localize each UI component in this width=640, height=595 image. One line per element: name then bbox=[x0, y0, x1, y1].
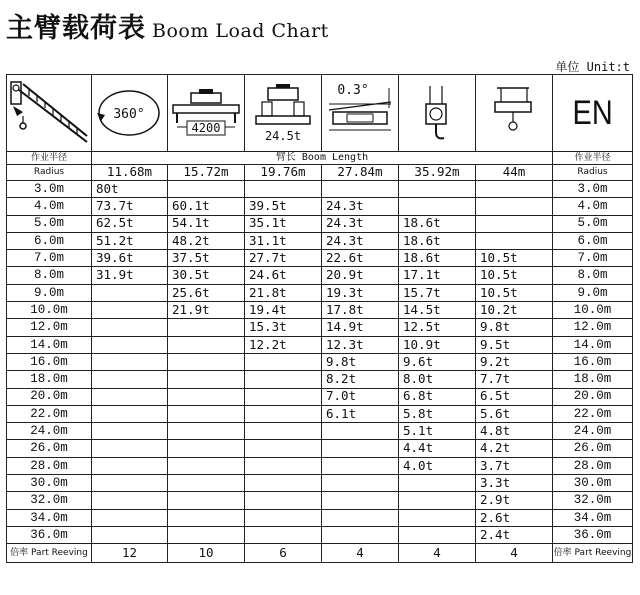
load-cell bbox=[92, 388, 168, 405]
load-cell: 8.0t bbox=[399, 371, 476, 388]
radius-cell-left: 34.0m bbox=[7, 509, 92, 526]
load-cell: 4.0t bbox=[399, 457, 476, 474]
load-cell bbox=[245, 457, 322, 474]
load-cell: 10.2t bbox=[476, 302, 553, 319]
load-cell bbox=[322, 440, 399, 457]
radius-cell-right: 7.0m bbox=[553, 250, 633, 267]
radius-header-en-left: Radius bbox=[7, 165, 92, 181]
outrigger-icon bbox=[168, 75, 245, 152]
boom-length-cell: 35.92m bbox=[399, 165, 476, 181]
load-cell: 2.6t bbox=[476, 509, 553, 526]
load-cell: 15.7t bbox=[399, 284, 476, 301]
counterweight-icon bbox=[245, 75, 322, 152]
load-cell: 60.1t bbox=[168, 198, 245, 215]
load-cell: 9.5t bbox=[476, 336, 553, 353]
load-cell: 14.9t bbox=[322, 319, 399, 336]
radius-cell-left: 5.0m bbox=[7, 215, 92, 232]
load-cell bbox=[476, 232, 553, 249]
load-cell bbox=[476, 215, 553, 232]
load-cell bbox=[476, 181, 553, 198]
table-row bbox=[7, 181, 633, 198]
table-row bbox=[7, 509, 633, 526]
radius-cell-left: 36.0m bbox=[7, 526, 92, 543]
load-cell bbox=[92, 475, 168, 492]
load-cell bbox=[245, 423, 322, 440]
load-cell bbox=[399, 526, 476, 543]
reeving-value: 4 bbox=[322, 544, 399, 563]
load-cell bbox=[92, 302, 168, 319]
radius-cell-left: 4.0m bbox=[7, 198, 92, 215]
load-cell bbox=[245, 509, 322, 526]
radius-cell-right: 10.0m bbox=[553, 302, 633, 319]
load-cell: 73.7t bbox=[92, 198, 168, 215]
load-cell: 3.3t bbox=[476, 475, 553, 492]
load-cell: 6.5t bbox=[476, 388, 553, 405]
table-row bbox=[7, 526, 633, 543]
load-cell: 10.5t bbox=[476, 267, 553, 284]
radius-cell-right: 5.0m bbox=[553, 215, 633, 232]
load-cell bbox=[245, 181, 322, 198]
table-row bbox=[7, 457, 633, 474]
load-cell bbox=[92, 284, 168, 301]
load-cell: 80t bbox=[92, 181, 168, 198]
load-cell bbox=[92, 492, 168, 509]
load-cell bbox=[322, 181, 399, 198]
load-cell bbox=[322, 475, 399, 492]
load-cell bbox=[92, 319, 168, 336]
load-cell: 9.8t bbox=[476, 319, 553, 336]
load-cell: 5.1t bbox=[399, 423, 476, 440]
load-cell: 7.7t bbox=[476, 371, 553, 388]
load-cell: 21.9t bbox=[168, 302, 245, 319]
load-cell: 39.5t bbox=[245, 198, 322, 215]
radius-cell-left: 10.0m bbox=[7, 302, 92, 319]
table-row bbox=[7, 284, 633, 301]
load-cell bbox=[245, 440, 322, 457]
load-cell: 62.5t bbox=[92, 215, 168, 232]
load-cell bbox=[92, 405, 168, 422]
load-cell: 19.4t bbox=[245, 302, 322, 319]
load-chart-table bbox=[6, 74, 633, 563]
radius-cell-right: 12.0m bbox=[553, 319, 633, 336]
reeving-value: 6 bbox=[245, 544, 322, 563]
load-cell bbox=[92, 457, 168, 474]
chart-title bbox=[6, 6, 329, 46]
title-english: Boom Load Chart bbox=[152, 20, 329, 42]
load-cell: 12.3t bbox=[322, 336, 399, 353]
icon-row bbox=[7, 75, 633, 152]
radius-cell-left: 3.0m bbox=[7, 181, 92, 198]
boom-length-cell: 11.68m bbox=[92, 165, 168, 181]
radius-cell-left: 9.0m bbox=[7, 284, 92, 301]
radius-cell-right: 34.0m bbox=[553, 509, 633, 526]
load-cell bbox=[399, 492, 476, 509]
load-cell: 20.9t bbox=[322, 267, 399, 284]
table-row bbox=[7, 336, 633, 353]
load-cell: 22.6t bbox=[322, 250, 399, 267]
title-chinese: 主臂载荷表 bbox=[6, 13, 146, 44]
tilt-angle-label: 0.3° bbox=[337, 83, 369, 98]
load-cell bbox=[245, 405, 322, 422]
radius-cell-left: 28.0m bbox=[7, 457, 92, 474]
radius-header-cn-right: 作业半径 bbox=[553, 152, 633, 165]
load-cell: 39.6t bbox=[92, 250, 168, 267]
radius-cell-right: 8.0m bbox=[553, 267, 633, 284]
radius-cell-right: 26.0m bbox=[553, 440, 633, 457]
load-cell bbox=[245, 353, 322, 370]
load-cell bbox=[322, 492, 399, 509]
table-row bbox=[7, 302, 633, 319]
load-cell bbox=[168, 371, 245, 388]
load-cell: 24.6t bbox=[245, 267, 322, 284]
boom-length-header: 臂长 Boom Length bbox=[92, 152, 553, 165]
load-cell: 5.6t bbox=[476, 405, 553, 422]
load-cell bbox=[399, 181, 476, 198]
tilt-icon bbox=[322, 75, 399, 152]
load-cell: 6.8t bbox=[399, 388, 476, 405]
load-cell: 15.3t bbox=[245, 319, 322, 336]
load-cell bbox=[245, 371, 322, 388]
table-row bbox=[7, 267, 633, 284]
load-cell: 4.4t bbox=[399, 440, 476, 457]
load-cell bbox=[399, 509, 476, 526]
load-cell bbox=[322, 457, 399, 474]
load-cell: 54.1t bbox=[168, 215, 245, 232]
rotation-label: 360° bbox=[112, 107, 145, 122]
load-cell: 12.2t bbox=[245, 336, 322, 353]
load-cell: 2.4t bbox=[476, 526, 553, 543]
load-cell: 10.5t bbox=[476, 250, 553, 267]
load-cell bbox=[92, 423, 168, 440]
load-cell: 31.9t bbox=[92, 267, 168, 284]
load-cell bbox=[245, 475, 322, 492]
load-cell bbox=[476, 198, 553, 215]
reeving-value: 4 bbox=[399, 544, 476, 563]
boom-length-cell: 44m bbox=[476, 165, 553, 181]
load-cell bbox=[245, 388, 322, 405]
radius-cell-right: 16.0m bbox=[553, 353, 633, 370]
reeving-row bbox=[7, 544, 633, 563]
load-cell bbox=[168, 457, 245, 474]
load-cell bbox=[168, 405, 245, 422]
load-cell bbox=[168, 423, 245, 440]
load-cell bbox=[322, 526, 399, 543]
load-cell: 25.6t bbox=[168, 284, 245, 301]
load-cell: 21.8t bbox=[245, 284, 322, 301]
radius-cell-right: 22.0m bbox=[553, 405, 633, 422]
jib-icon bbox=[476, 75, 553, 152]
load-cell bbox=[168, 440, 245, 457]
radius-cell-left: 22.0m bbox=[7, 405, 92, 422]
radius-cell-left: 18.0m bbox=[7, 371, 92, 388]
load-cell bbox=[168, 475, 245, 492]
load-cell bbox=[168, 336, 245, 353]
reeving-value: 10 bbox=[168, 544, 245, 563]
header-row-cn bbox=[7, 152, 633, 165]
load-cell: 18.6t bbox=[399, 250, 476, 267]
load-cell bbox=[245, 526, 322, 543]
boom-length-cell: 15.72m bbox=[168, 165, 245, 181]
radius-cell-left: 32.0m bbox=[7, 492, 92, 509]
radius-cell-right: 3.0m bbox=[553, 181, 633, 198]
load-cell: 24.3t bbox=[322, 198, 399, 215]
counterweight-label: 24.5t bbox=[264, 129, 302, 143]
radius-cell-right: 18.0m bbox=[553, 371, 633, 388]
table-row bbox=[7, 198, 633, 215]
boom-length-cell: 27.84m bbox=[322, 165, 399, 181]
rotation-icon bbox=[92, 75, 168, 152]
load-cell: 17.1t bbox=[399, 267, 476, 284]
load-cell bbox=[92, 353, 168, 370]
load-cell bbox=[399, 475, 476, 492]
radius-cell-right: 28.0m bbox=[553, 457, 633, 474]
load-cell: 8.2t bbox=[322, 371, 399, 388]
load-cell: 7.0t bbox=[322, 388, 399, 405]
table-row bbox=[7, 405, 633, 422]
en-badge-label: EN bbox=[572, 94, 613, 132]
radius-cell-left: 8.0m bbox=[7, 267, 92, 284]
radius-cell-right: 24.0m bbox=[553, 423, 633, 440]
load-cell: 30.5t bbox=[168, 267, 245, 284]
load-cell bbox=[245, 492, 322, 509]
radius-cell-right: 20.0m bbox=[553, 388, 633, 405]
radius-cell-left: 14.0m bbox=[7, 336, 92, 353]
load-cell: 19.3t bbox=[322, 284, 399, 301]
radius-cell-left: 26.0m bbox=[7, 440, 92, 457]
radius-cell-left: 30.0m bbox=[7, 475, 92, 492]
load-cell: 14.5t bbox=[399, 302, 476, 319]
load-cell bbox=[168, 319, 245, 336]
load-cell: 4.8t bbox=[476, 423, 553, 440]
load-cell bbox=[92, 336, 168, 353]
load-cell: 3.7t bbox=[476, 457, 553, 474]
load-cell bbox=[168, 526, 245, 543]
load-cell bbox=[322, 509, 399, 526]
radius-cell-right: 32.0m bbox=[553, 492, 633, 509]
load-cell: 9.2t bbox=[476, 353, 553, 370]
load-cell: 10.5t bbox=[476, 284, 553, 301]
boom-length-row bbox=[7, 165, 633, 181]
load-cell: 18.6t bbox=[399, 215, 476, 232]
table-row bbox=[7, 475, 633, 492]
load-cell: 5.8t bbox=[399, 405, 476, 422]
radius-cell-left: 16.0m bbox=[7, 353, 92, 370]
load-cell bbox=[92, 526, 168, 543]
load-cell: 9.8t bbox=[322, 353, 399, 370]
radius-cell-left: 20.0m bbox=[7, 388, 92, 405]
reeving-value: 4 bbox=[476, 544, 553, 563]
radius-cell-right: 30.0m bbox=[553, 475, 633, 492]
load-cell: 37.5t bbox=[168, 250, 245, 267]
radius-cell-right: 6.0m bbox=[553, 232, 633, 249]
table-row bbox=[7, 250, 633, 267]
table-row bbox=[7, 371, 633, 388]
en-badge bbox=[553, 75, 633, 152]
radius-cell-left: 6.0m bbox=[7, 232, 92, 249]
load-cell: 10.9t bbox=[399, 336, 476, 353]
table-row bbox=[7, 492, 633, 509]
outrigger-span-label: 4200 bbox=[191, 121, 221, 135]
load-cell: 24.3t bbox=[322, 232, 399, 249]
radius-cell-right: 9.0m bbox=[553, 284, 633, 301]
table-row bbox=[7, 353, 633, 370]
table-row bbox=[7, 215, 633, 232]
load-cell bbox=[168, 353, 245, 370]
load-cell: 35.1t bbox=[245, 215, 322, 232]
table-row bbox=[7, 423, 633, 440]
load-cell: 18.6t bbox=[399, 232, 476, 249]
boom-length-cell: 19.76m bbox=[245, 165, 322, 181]
load-cell: 9.6t bbox=[399, 353, 476, 370]
reeving-value: 12 bbox=[92, 544, 168, 563]
load-cell bbox=[92, 509, 168, 526]
load-cell bbox=[168, 181, 245, 198]
radius-cell-right: 36.0m bbox=[553, 526, 633, 543]
load-cell bbox=[92, 371, 168, 388]
load-cell: 24.3t bbox=[322, 215, 399, 232]
load-cell: 4.2t bbox=[476, 440, 553, 457]
load-cell: 6.1t bbox=[322, 405, 399, 422]
load-cell bbox=[168, 492, 245, 509]
radius-cell-left: 12.0m bbox=[7, 319, 92, 336]
table-row bbox=[7, 440, 633, 457]
crane-boom-icon bbox=[7, 75, 92, 152]
load-cell: 48.2t bbox=[168, 232, 245, 249]
radius-cell-right: 14.0m bbox=[553, 336, 633, 353]
table-row bbox=[7, 388, 633, 405]
radius-header-en-right: Radius bbox=[553, 165, 633, 181]
radius-cell-right: 4.0m bbox=[553, 198, 633, 215]
load-cell bbox=[399, 198, 476, 215]
table-row bbox=[7, 232, 633, 249]
unit-label: 单位 Unit:t bbox=[555, 60, 630, 74]
load-cell: 12.5t bbox=[399, 319, 476, 336]
reeving-label-right: 倍率 Part Reeving bbox=[553, 544, 633, 563]
load-cell bbox=[322, 423, 399, 440]
radius-cell-left: 24.0m bbox=[7, 423, 92, 440]
load-cell: 31.1t bbox=[245, 232, 322, 249]
load-cell bbox=[168, 388, 245, 405]
radius-header-cn-left: 作业半径 bbox=[7, 152, 92, 165]
load-cell: 51.2t bbox=[92, 232, 168, 249]
radius-cell-left: 7.0m bbox=[7, 250, 92, 267]
reeving-label-left: 倍率 Part Reeving bbox=[7, 544, 92, 563]
load-cell: 17.8t bbox=[322, 302, 399, 319]
load-cell: 27.7t bbox=[245, 250, 322, 267]
load-cell bbox=[92, 440, 168, 457]
load-cell: 2.9t bbox=[476, 492, 553, 509]
load-cell bbox=[168, 509, 245, 526]
table-row bbox=[7, 319, 633, 336]
hook-block-icon bbox=[399, 75, 476, 152]
